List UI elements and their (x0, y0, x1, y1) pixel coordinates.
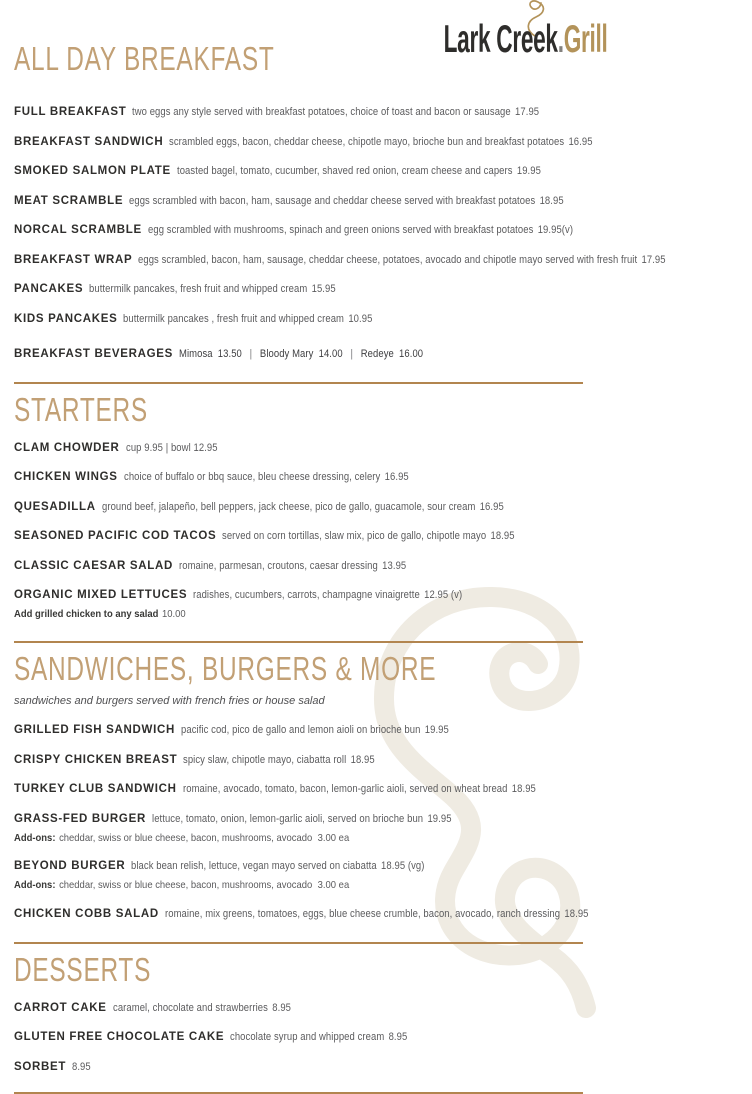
section-divider (14, 641, 583, 643)
section-title: DESSERTS (14, 950, 152, 988)
item-name: FULL BREAKFAST (14, 106, 127, 118)
addon-text: cheddar, swiss or blue cheese, bacon, mushrooms, avocado (59, 879, 313, 891)
menu-item (14, 781, 632, 796)
item-name: SEASONED PACIFIC COD TACOS (14, 530, 217, 542)
item-price: 17.95 (641, 253, 667, 266)
item-description: choice of buffalo or bbq sauce, bleu cheese dressing, celery (123, 471, 381, 483)
item-details (138, 254, 666, 267)
logo-name-accent: Grill (564, 18, 608, 61)
beverage-separator: | (350, 347, 354, 360)
item-price: 17.95 (515, 106, 540, 118)
item-description: caramel, chocolate and strawberries (112, 1001, 268, 1014)
menu-item (14, 906, 632, 921)
menu-item (14, 499, 632, 514)
item-details (124, 471, 409, 484)
item-description: buttermilk pancakes, fresh fruit and whipped cream (89, 283, 308, 295)
item-name: CLASSIC CAESAR SALAD (14, 559, 174, 572)
item-price: 10.95 (348, 312, 373, 325)
item-details (113, 1002, 291, 1015)
beverage-price: 14.00 (318, 347, 343, 360)
item-details (230, 1031, 407, 1044)
item-list (14, 440, 632, 621)
item-details (131, 860, 425, 873)
item-name: BEYOND BURGER (14, 860, 126, 872)
item-name: CARROT CAKE (14, 1001, 107, 1014)
addon-label: Add-ons: (14, 879, 56, 891)
section-divider (14, 942, 583, 944)
item-price: 19.95(v) (537, 224, 573, 236)
item-details (177, 165, 541, 178)
item-description: served on corn tortillas, slaw mix, pico de gallo, chipotle mayo (222, 530, 487, 542)
item-name: ORGANIC MIXED LETTUCES (14, 589, 188, 601)
addon-label: Add grilled chicken to any salad (14, 608, 159, 620)
item-details (183, 783, 536, 796)
menu-item (14, 1059, 632, 1074)
item-name: CLAM CHOWDER (14, 441, 120, 454)
menu-item (14, 811, 632, 844)
item-name: BREAKFAST SANDWICH (14, 135, 164, 148)
menu-item (14, 134, 632, 149)
item-description: two eggs any style served with breakfast potatoes, choice of toast and bacon or sausage (132, 106, 512, 118)
item-price: 18.95 (564, 907, 589, 920)
item-description: eggs scrambled, bacon, ham, sausage, cheddar cheese, potatoes, avocado and chipotle mayo served with fresh fruit (138, 253, 638, 266)
beverage-label: Bloody Mary (259, 347, 314, 360)
section-title: STARTERS (14, 390, 148, 428)
beverage-price: 13.50 (217, 347, 242, 360)
menu-section (14, 641, 632, 921)
menu-item (14, 104, 632, 119)
item-details (193, 589, 462, 602)
menu-section (14, 382, 632, 621)
item-description: lettuce, tomato, onion, lemon-garlic aioli, served on brioche bun (151, 812, 424, 825)
item-details (179, 560, 406, 573)
item-name: PANCAKES (14, 283, 84, 295)
item-price: 15.95 (311, 283, 337, 295)
menu-item (14, 193, 632, 208)
item-details (169, 136, 593, 149)
item-details (181, 724, 449, 737)
item-price: 8.95 (72, 1060, 91, 1073)
item-price: 13.95 (382, 559, 407, 572)
menu-item (14, 440, 632, 455)
item-description: toasted bagel, tomato, cucumber, shaved red onion, cream cheese and capers (176, 165, 513, 177)
item-name: SORBET (14, 1060, 67, 1073)
addon-text: cheddar, swiss or blue cheese, bacon, mushrooms, avocado (59, 831, 313, 844)
menu-section (14, 942, 632, 1074)
item-details (123, 313, 372, 326)
menu-item (14, 858, 632, 891)
item-details (89, 283, 336, 296)
item-price: 18.95 (539, 194, 564, 207)
item-name: GRILLED FISH SANDWICH (14, 724, 175, 736)
section-divider (14, 382, 583, 384)
item-price: 8.95 (271, 1001, 291, 1014)
menu-sections (14, 104, 667, 1074)
bottom-divider (14, 1092, 583, 1094)
item-name: QUESADILLA (14, 500, 96, 513)
item-price: 19.95 (424, 724, 449, 736)
item-name: GRASS-FED BURGER (14, 812, 146, 825)
menu-item (14, 346, 632, 361)
menu-item (14, 469, 632, 484)
menu-item (14, 222, 632, 237)
menu-item (14, 311, 632, 326)
addon-line (14, 879, 570, 891)
item-description: egg scrambled with mushrooms, spinach and green onions served with breakfast potatoes (147, 224, 534, 236)
item-list (14, 722, 632, 921)
menu-section (14, 104, 667, 361)
item-price: 16.95 (384, 471, 409, 483)
item-description: chocolate syrup and whipped cream (230, 1031, 385, 1043)
menu-item (14, 587, 632, 620)
item-name: NORCAL SCRAMBLE (14, 224, 142, 236)
item-details (102, 501, 504, 514)
menu-item (14, 1000, 632, 1015)
section-note: sandwiches and burgers served with french fries or house salad (14, 695, 325, 707)
item-name: TURKEY CLUB SANDWICH (14, 783, 177, 795)
addon-price: 3.00 ea (317, 831, 350, 844)
item-details (152, 813, 452, 826)
item-price: 16.95 (479, 500, 504, 513)
addon-price: 3.00 ea (317, 879, 350, 891)
addon-line (14, 832, 570, 844)
item-description: romaine, mix greens, tomatoes, eggs, blue cheese crumble, bacon, avocado, ranch dressing (164, 907, 560, 920)
addon-price: 10.00 (162, 608, 186, 620)
item-description: buttermilk pancakes , fresh fruit and whipped cream (123, 312, 345, 325)
addon-label: Add-ons: (14, 831, 56, 844)
item-description: radishes, cucumbers, carrots, champagne vinaigrette (193, 589, 421, 601)
item-price: 18.95 (350, 753, 376, 766)
item-price: 12.95 (v) (424, 589, 463, 601)
item-description: cup 9.95 | bowl 12.95 (125, 441, 218, 454)
item-details (129, 195, 564, 208)
menu-item (14, 528, 632, 543)
item-price: 18.95 (511, 783, 536, 795)
item-name: MEAT SCRAMBLE (14, 194, 124, 207)
item-list (14, 1000, 632, 1074)
item-description: spicy slaw, chipotle mayo, ciabatta roll (183, 753, 347, 766)
logo (325, 0, 608, 59)
item-details (148, 224, 573, 237)
logo-dot: . (558, 18, 565, 61)
item-price: 18.95 (490, 530, 516, 542)
item-details (222, 530, 515, 543)
item-description: scrambled eggs, bacon, cheddar cheese, chipotle mayo, brioche bun and breakfast potatoes (169, 135, 565, 148)
beverage-label: Redeye (360, 347, 394, 360)
menu-item (14, 752, 632, 767)
item-name: BREAKFAST BEVERAGES (14, 347, 173, 360)
menu-item (14, 558, 632, 573)
menu-item (14, 1029, 632, 1044)
menu-item (14, 163, 632, 178)
item-name: CRISPY CHICKEN BREAST (14, 753, 178, 766)
item-details (165, 908, 589, 921)
item-price: 19.95 (516, 165, 541, 177)
beverage-label: Mimosa (179, 347, 213, 360)
item-description: eggs scrambled with bacon, ham, sausage and cheddar cheese served with breakfast potatoes (129, 194, 536, 207)
item-description: romaine, parmesan, croutons, caesar dressing (179, 559, 378, 572)
item-price: 8.95 (388, 1031, 408, 1043)
item-name: SMOKED SALMON PLATE (14, 165, 171, 177)
menu-item (14, 252, 667, 267)
item-details (179, 348, 423, 361)
item-description: romaine, avocado, tomato, bacon, lemon-garlic aioli, served on wheat bread (182, 783, 508, 795)
item-name: CHICKEN WINGS (14, 471, 118, 483)
section-title: SANDWICHES, BURGERS & MORE (14, 650, 437, 687)
addon-line (14, 608, 570, 620)
item-price: 19.95 (427, 812, 452, 825)
logo-name-primary: Lark Creek (444, 18, 559, 61)
item-name: CHICKEN COBB SALAD (14, 907, 159, 920)
beverage-price: 16.00 (399, 347, 424, 360)
item-price: 18.95 (vg) (381, 860, 425, 872)
menu-item (14, 281, 632, 296)
item-description: pacific cod, pico de gallo and lemon aioli on brioche bun (181, 724, 421, 736)
logo-text (444, 20, 608, 59)
section-title-breakfast: ALL DAY BREAKFAST (14, 40, 275, 77)
beverage-separator: | (249, 347, 253, 360)
item-description: black bean relish, lettuce, vegan mayo served on ciabatta (131, 860, 378, 872)
item-name: KIDS PANCAKES (14, 312, 118, 325)
item-name: BREAKFAST WRAP (14, 253, 133, 266)
menu-item (14, 722, 632, 737)
menu-header (14, 0, 632, 90)
item-details (132, 106, 539, 119)
item-details (72, 1061, 91, 1074)
item-list (14, 104, 667, 361)
item-description: ground beef, jalapeño, bell peppers, jack cheese, pico de gallo, guacamole, sour cream (101, 500, 476, 513)
item-name: GLUTEN FREE CHOCOLATE CAKE (14, 1031, 225, 1043)
item-details (126, 442, 222, 455)
item-details (183, 754, 375, 767)
item-price: 16.95 (568, 135, 593, 148)
